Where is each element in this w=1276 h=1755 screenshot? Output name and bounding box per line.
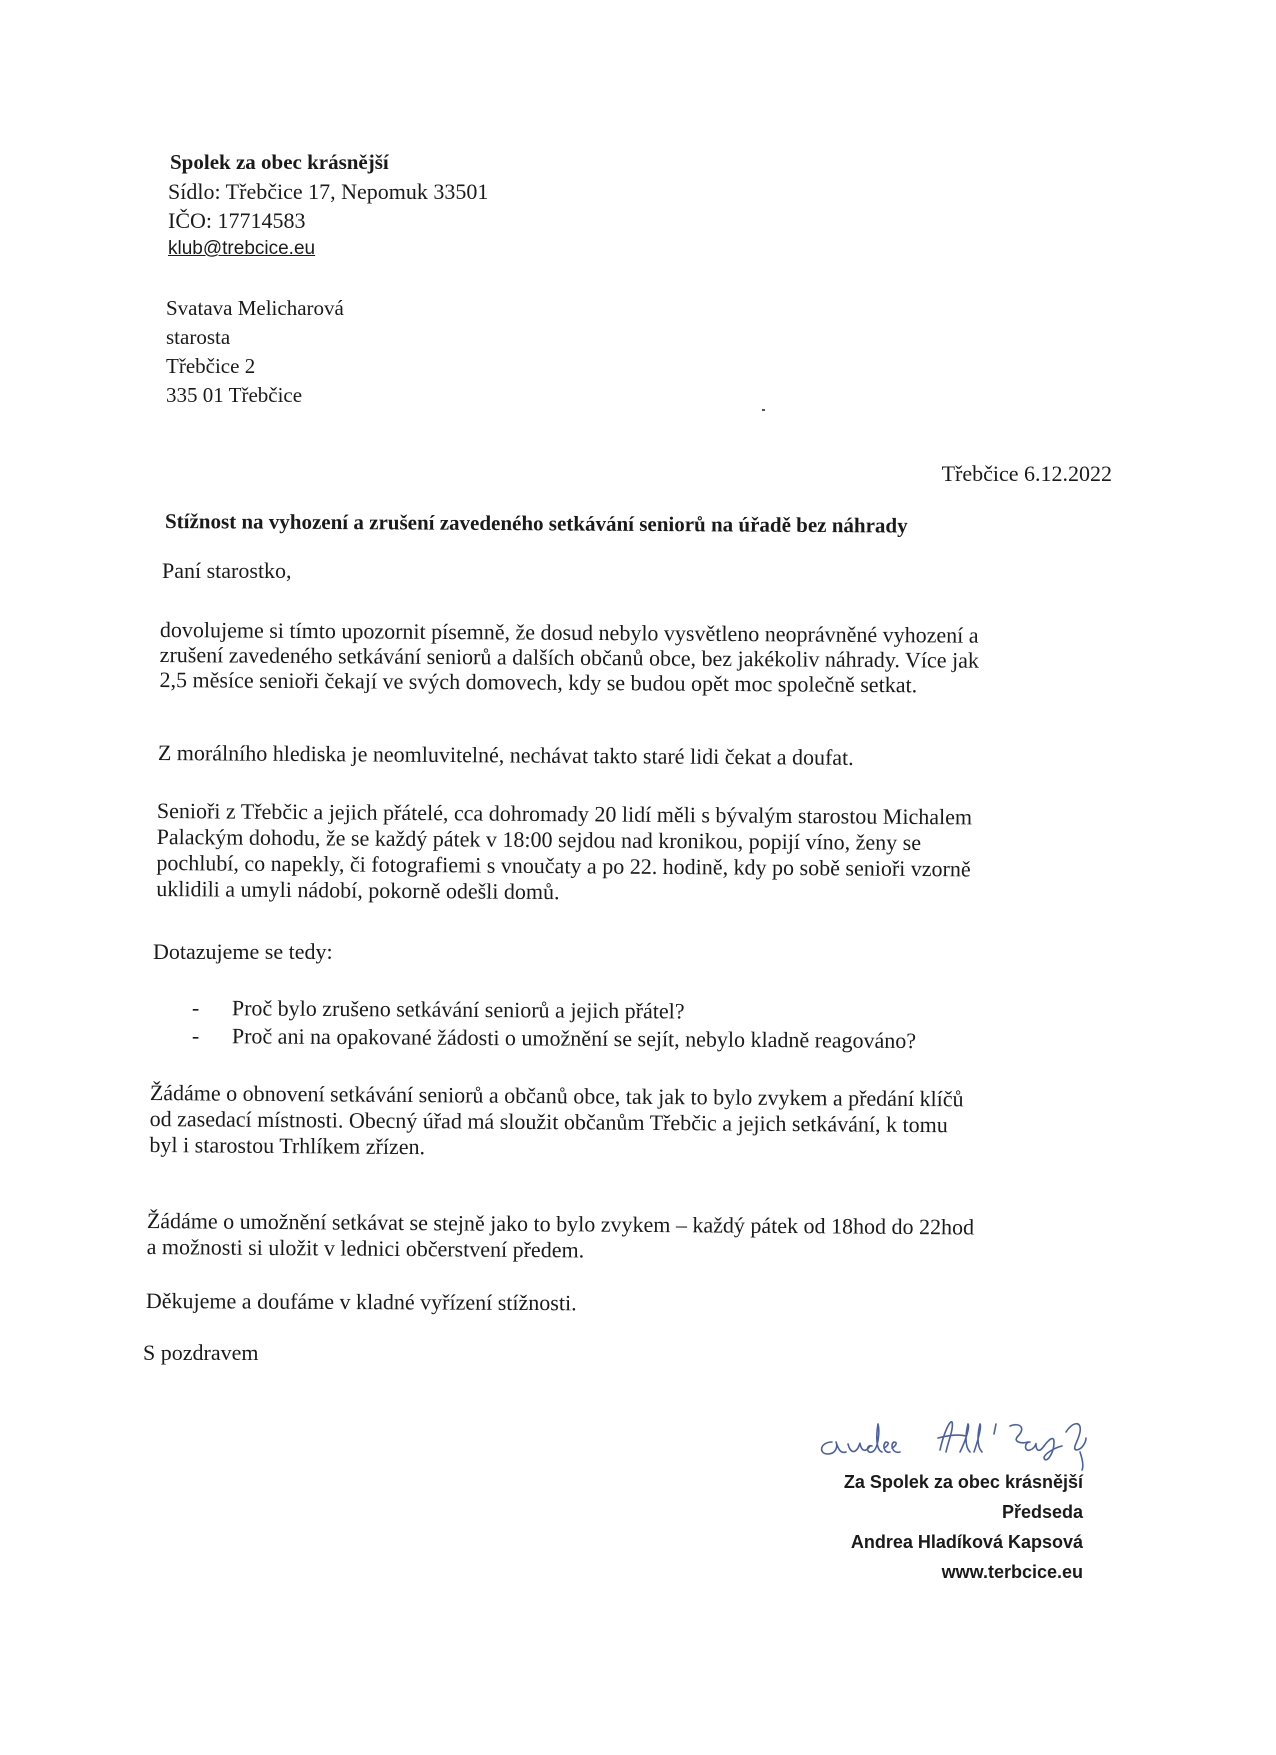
signature-title: Předseda [1001, 1502, 1083, 1522]
list-item [192, 995, 685, 1024]
letter-subject: Stížnost na vyhození a zrušení zavedeného setkávání seniorů na úřadě bez náhrady [164, 509, 908, 538]
thanks-line: Děkujeme a doufáme v kladné vyřízení stížnosti. [145, 1288, 577, 1316]
signature-website[interactable]: www.terbcice.eu [941, 1562, 1083, 1582]
question-text: Proč ani na opakované žádosti o umožnění se sejít, nebylo kladně reagováno? [231, 1023, 917, 1054]
paragraph-1-line: zrušení zavedeného setkávání seniorů a dalších občanů obce, bez jakékoliv náhrady. Více jak [159, 641, 979, 673]
signature-name: Andrea Hladíková Kapsová [850, 1532, 1083, 1552]
sender-email[interactable]: klub@trebcice.eu [168, 238, 316, 259]
paragraph-1 [159, 617, 979, 698]
sender-ico: IČO: 17714583 [168, 208, 306, 233]
paragraph-1-line: 2,5 měsíce senioři čekají ve svých domovech, kdy se budou opět moc společně setkat. [159, 666, 918, 698]
recipient-name: Svatava Melicharová [166, 296, 344, 320]
paragraph-2-line: Z morálního hlediska je neomluvitelné, nechávat takto staré lidi čekat a doufat. [157, 740, 854, 770]
paragraph-1-line: dovolujeme si tímto upozornit písemně, že dosud nebylo vysvětleno neoprávněné vyhození a [159, 617, 979, 648]
bullet-dash: - [191, 995, 200, 1021]
recipient-street: Třebčice 2 [166, 354, 256, 378]
scan-speck [762, 409, 765, 411]
paragraph-3-line: Senioři z Třebčic a jejich přátelé, cca dohromady 20 lidí měli s bývalým starostou Michalem [156, 798, 973, 830]
list-item [192, 1023, 916, 1054]
paragraph-4-line: od zasedací místnosti. Obecný úřad má sloužit občanům Třebčic a jejich setkávání, k tomu [149, 1105, 948, 1138]
handwritten-signature [810, 1402, 1160, 1472]
question-text: Proč bylo zrušeno setkávání seniorů a jejich přátel? [231, 995, 685, 1024]
signature-organization: Za Spolek za obec krásnější [843, 1472, 1083, 1492]
sender-seat: Sídlo: Třebčice 17, Nepomuk 33501 [168, 179, 489, 204]
paragraph-3 [156, 798, 972, 908]
letter-date: Třebčice 6.12.2022 [941, 461, 1112, 486]
sender-name: Spolek za obec krásnější [170, 150, 389, 174]
paragraph-4-line: Žádáme o obnovení setkávání seniorů a občanů obce, tak jak to bylo zvykem a předání klíčů [149, 1080, 964, 1112]
paragraph-5-line: Žádáme o umožnění setkávat se stejně jako to bylo zvykem – každý pátek od 18hod do 22hod [146, 1208, 975, 1240]
recipient-city: 335 01 Třebčice [166, 383, 303, 407]
paragraph-5-line: a možnosti si uložit v lednici občerstvení předem. [146, 1233, 585, 1263]
paragraph-3-line: uklidili a umyli nádobí, pokorně odešli domů. [156, 875, 560, 905]
salutation: Paní starostko, [162, 558, 292, 583]
paragraph-2 [158, 740, 854, 771]
bullet-dash: - [191, 1023, 200, 1049]
closing: S pozdravem [143, 1340, 259, 1365]
paragraph-3-line: Palackým dohodu, že se každý pátek v 18:00 sejdou nad kronikou, popijí víno, ženy se [156, 823, 922, 856]
paragraph-5 [147, 1208, 975, 1266]
recipient-role: starosta [166, 325, 231, 349]
paragraph-3-line: pochlubí, co napekly, či fotografiemi s vnoučaty a po 22. hodině, kdy po sobě senioři vzorně [156, 849, 971, 882]
paragraph-4-line: byl i starostou Trhlíkem zřízen. [149, 1131, 426, 1160]
paragraph-4 [149, 1080, 963, 1164]
questions-intro: Dotazujeme se tedy: [153, 939, 333, 964]
signature-block [844, 1467, 1083, 1587]
